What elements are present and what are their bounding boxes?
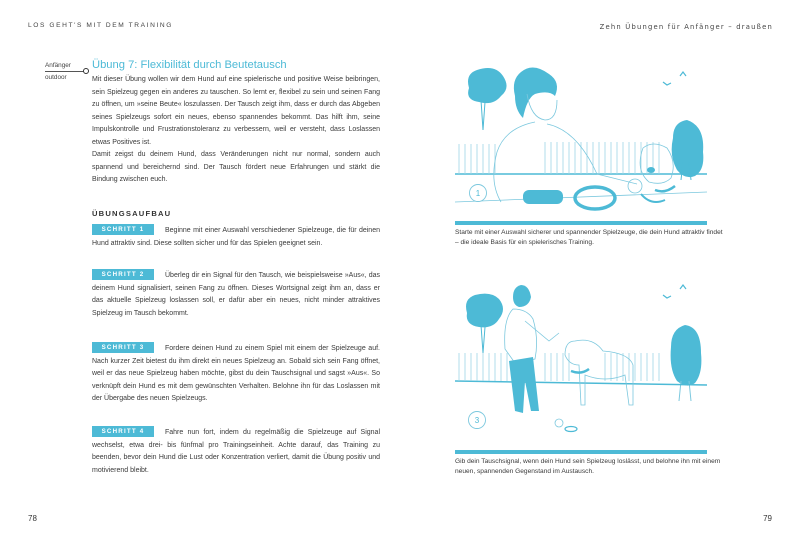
step-4 (92, 426, 380, 477)
tree-icon (671, 325, 702, 386)
illustration-1-art (455, 52, 707, 218)
running-head: LOS GEHT'S MIT DEM TRAINING (28, 22, 173, 29)
level-label: Anfänger (45, 62, 85, 72)
tree-icon (468, 68, 507, 103)
toy-icon (523, 190, 563, 204)
ring-toy-icon (565, 427, 577, 432)
level-tag (45, 62, 85, 81)
bird-icon (663, 82, 671, 85)
step-text: Fordere deinen Hund zu einem Spiel mit einem der Spielzeuge auf. Nach kurzer Zeit bietest du ihm direkt ein neues Spielzeug an. Sobald sich sein Fang öffnet, weil er das neue Spielzeug haben möchte, gibst du dein Tauschsignal und sagst »Aus«. So verknüpft dein Hund es mit dem gewünschten Verhalten. Belohne ihn für das Loslassen mit der Übergabe des neuen Spielzeugs. (92, 345, 380, 402)
woman-torso (505, 309, 537, 363)
dog-collar (571, 369, 589, 373)
tree-icon (672, 120, 704, 177)
intro-paragraph-2: Damit zeigst du deinem Hund, dass Veränderungen nicht nur normal, sondern auch spannend und bereichernd sind. Der Tausch fördert neue Erfahrungen und stärkt die Bindung zwischen euch. (92, 151, 380, 183)
step-text: Fahre nun fort, indem du regelmäßig die Spielzeuge auf Signal wechselst, etwa drei- bis fünfmal pro Trainingseinheit. Achte darauf, das Training zu beenden, bevor dein Hund die Lust oder Konzentration verliert, damit die Übung positiv und motivierend bleibt. (92, 429, 380, 474)
intro-paragraph-1: Mit dieser Übung wollen wir dem Hund auf eine spielerische und positive Weise beibringen, sein Spielzeug gegen ein anderes zu tauschen. So lernt er, flexibel zu sein und seinen Fang zu öffnen, um »seine Beute« loszulassen. Der Tausch zeigt ihm, dass er durch das Abgeben seines Spielzeugs sofort ein neues, ebenso spannendes bekommt. Das hilft ihm, seine Impulskontrolle und Frustrationstoleranz zu verbessern, weil er versteht, dass Loslassen etwas Positives ist. (92, 76, 380, 146)
step-1 (92, 224, 380, 250)
ring-toy-icon (575, 187, 615, 209)
illustration-number: 1 (475, 189, 481, 198)
step-badge: SCHRITT 4 (92, 426, 154, 437)
setting-label: outdoor (45, 74, 67, 81)
leash-icon (641, 194, 665, 202)
step-3 (92, 342, 380, 406)
dog-collar (655, 186, 675, 191)
step-badge: SCHRITT 3 (92, 342, 154, 353)
fence (455, 353, 707, 385)
illustration-woman-standing-dog (455, 281, 707, 447)
bird-icon (663, 295, 671, 298)
section-heading: ÜBUNGSAUFBAU (92, 209, 172, 218)
intro-text (92, 74, 380, 187)
step-badge: SCHRITT 2 (92, 269, 154, 280)
illustration-caption: Gib dein Tauschsignal, wenn dein Hund sein Spielzeug loslässt, und belohne ihn mit einem neuen, spannenden Gegenstand im Austausch. (455, 458, 721, 475)
caption-divider (455, 221, 707, 225)
step-text: Beginne mit einer Auswahl verschiedener Spielzeuge, die für deinen Hund attraktiv sind. Diese sollten sicher und für das Spielen geeignet sein. (92, 227, 380, 247)
page-number: 79 (763, 514, 772, 523)
step-badge: SCHRITT 1 (92, 224, 154, 235)
page-number: 78 (28, 514, 37, 523)
illustration-caption: Starte mit einer Auswahl sicherer und spannender Spielzeuge, die dein Hund attraktiv findet – die ideale Basis für ein spielerisches Training. (455, 229, 723, 246)
woman-hair (513, 285, 531, 307)
bird-icon (680, 285, 686, 289)
step-2 (92, 269, 380, 320)
ball-toy-icon (628, 179, 642, 193)
woman-hair (514, 67, 557, 118)
tree-icon (466, 294, 503, 328)
caption-divider (455, 450, 707, 454)
step-text: Überleg dir ein Signal für den Tausch, wie beispielsweise »Aus«, das deinem Hund signalisiert, seinen Fang zu öffnen. Dieses Wortsignal zeigt ihm an, dass er das aktuelle Spielzeug loslassen soll, er dafür aber ein neues, nicht minder attraktives Spielzeug im Tausch bekommt. (92, 272, 380, 317)
illustration-woman-dog-toys (455, 52, 707, 218)
ball-toy-icon (555, 419, 563, 427)
illustration-3-art (455, 281, 707, 447)
dog-head (640, 144, 673, 183)
running-head: Zehn Übungen für Anfänger – draußen (599, 23, 773, 31)
bird-icon (680, 72, 686, 76)
woman-pants (509, 357, 539, 413)
illustration-number: 3 (474, 416, 480, 425)
exercise-title: Übung 7: Flexibilität durch Beutetausch (92, 59, 287, 71)
